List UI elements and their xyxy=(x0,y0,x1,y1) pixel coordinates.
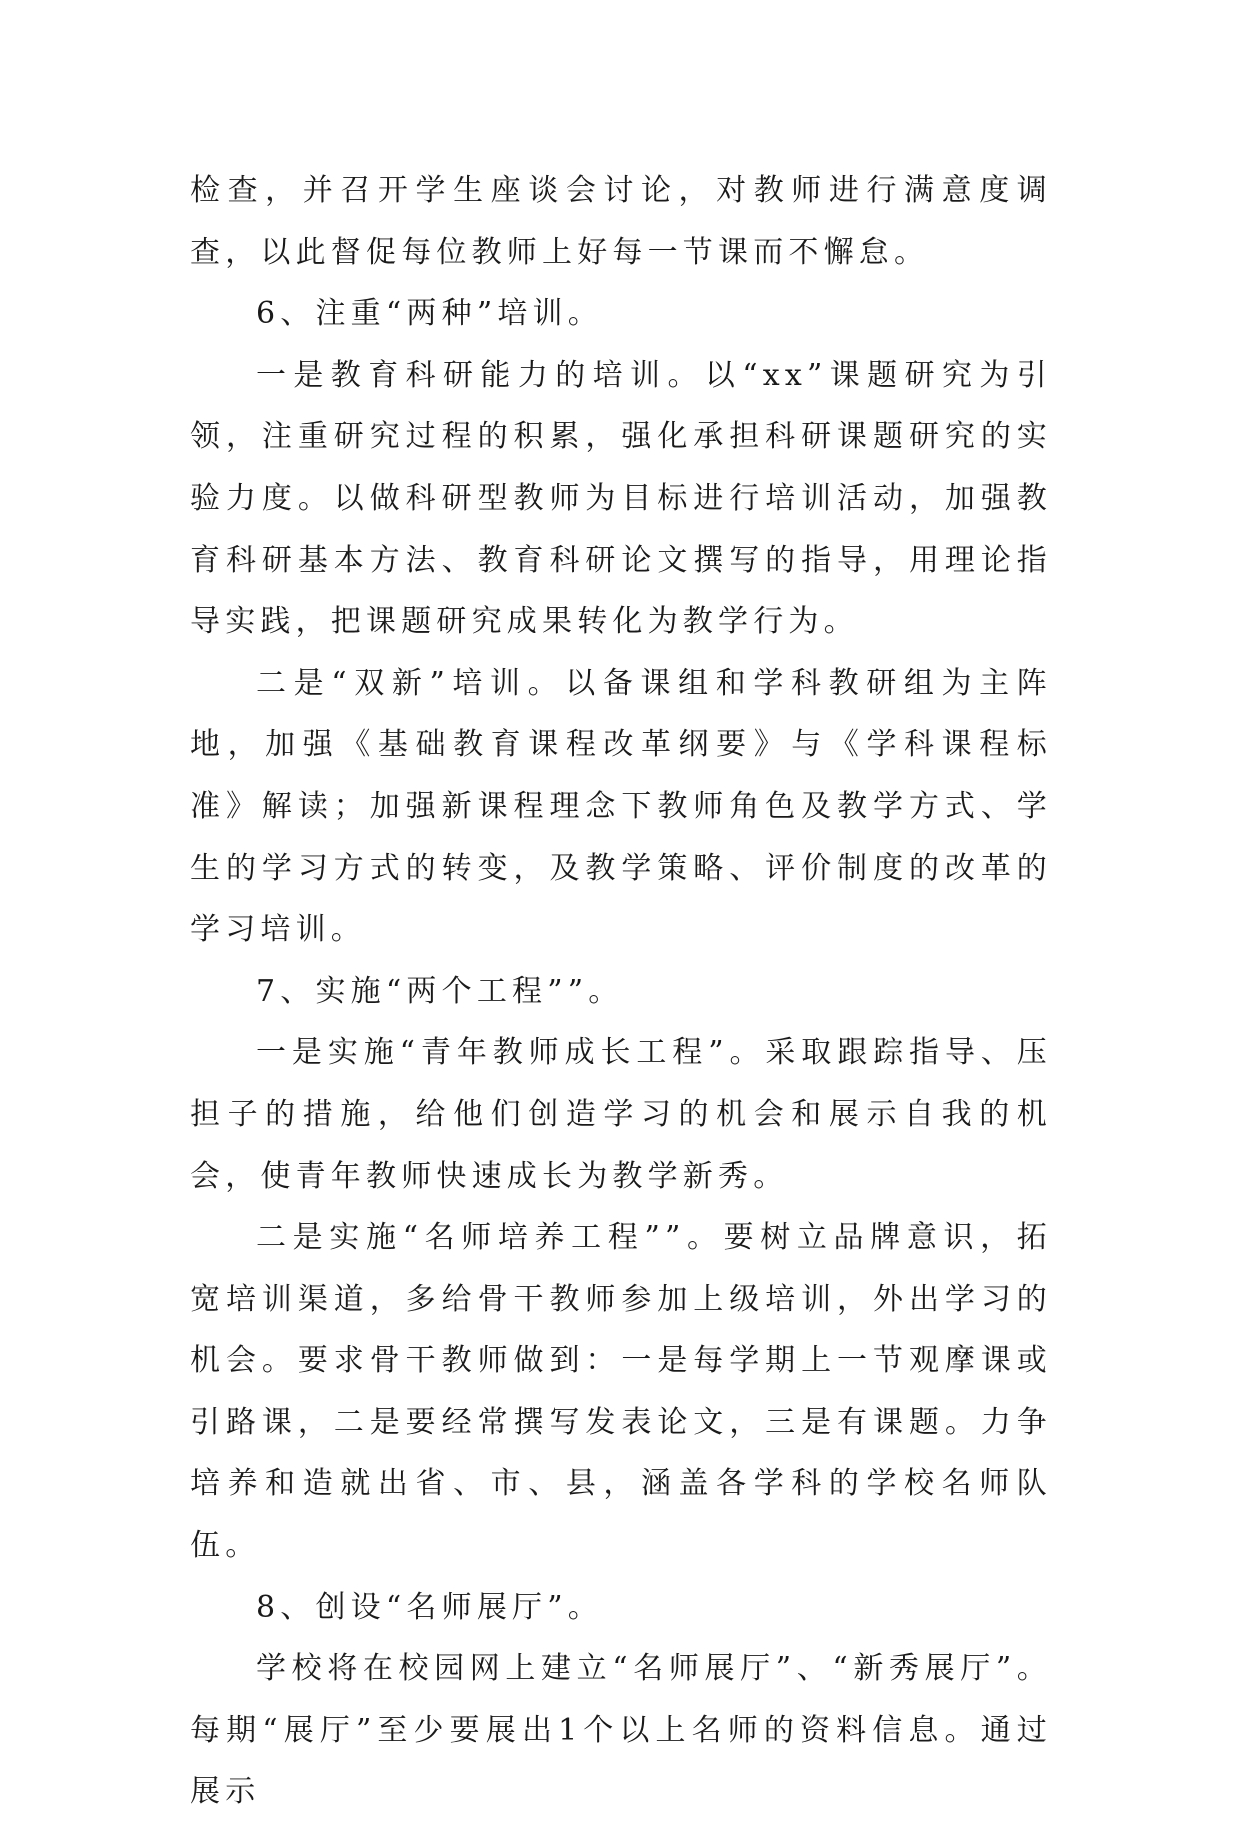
paragraph-continuation: 检查，并召开学生座谈会讨论，对教师进行满意度调查，以此督促每位教师上好每一节课而不懈怠。 xyxy=(190,173,1052,270)
paragraph-young-teacher-project: 一是实施“青年教师成长工程”。采取跟踪指导、压担子的措施，给他们创造学习的机会和展示自我的机会，使青年教师快速成长为教学新秀。 xyxy=(190,1035,1052,1194)
section-heading-7: 7、实施“两个工程””。 xyxy=(256,973,624,1009)
section-heading-8: 8、创设“名师展厅”。 xyxy=(256,1589,603,1625)
section-heading-6: 6、注重“两种”培训。 xyxy=(256,296,603,332)
paragraph-dual-new-training: 二是“双新”培训。以备课组和学科教研组为主阵地，加强《基础教育课程改革纲要》与《学科课程标准》解读；加强新课程理念下教师角色及教学方式、学生的学习方式的转变，及教学策略、评价制度的改革的学习培训。 xyxy=(190,665,1052,948)
document-body xyxy=(190,160,1052,1823)
paragraph-showroom: 学校将在校园网上建立“名师展厅”、“新秀展厅”。每期“展厅”至少要展出1个以上名师的资料信息。通过展示 xyxy=(190,1651,1052,1810)
paragraph-famous-teacher-project: 二是实施“名师培养工程””。要树立品牌意识，拓宽培训渠道，多给骨干教师参加上级培训，外出学习的机会。要求骨干教师做到：一是每学期上一节观摩课或引路课，二是要经常撰写发表论文，三是有课题。力争培养和造就出省、市、县，涵盖各学科的学校名师队伍。 xyxy=(190,1220,1052,1564)
paragraph-research-training: 一是教育科研能力的培训。以“xx”课题研究为引领，注重研究过程的积累，强化承担科研课题研究的实验力度。以做科研型教师为目标进行培训活动，加强教育科研基本方法、教育科研论文撰写的指导，用理论指导实践，把课题研究成果转化为教学行为。 xyxy=(190,357,1052,640)
